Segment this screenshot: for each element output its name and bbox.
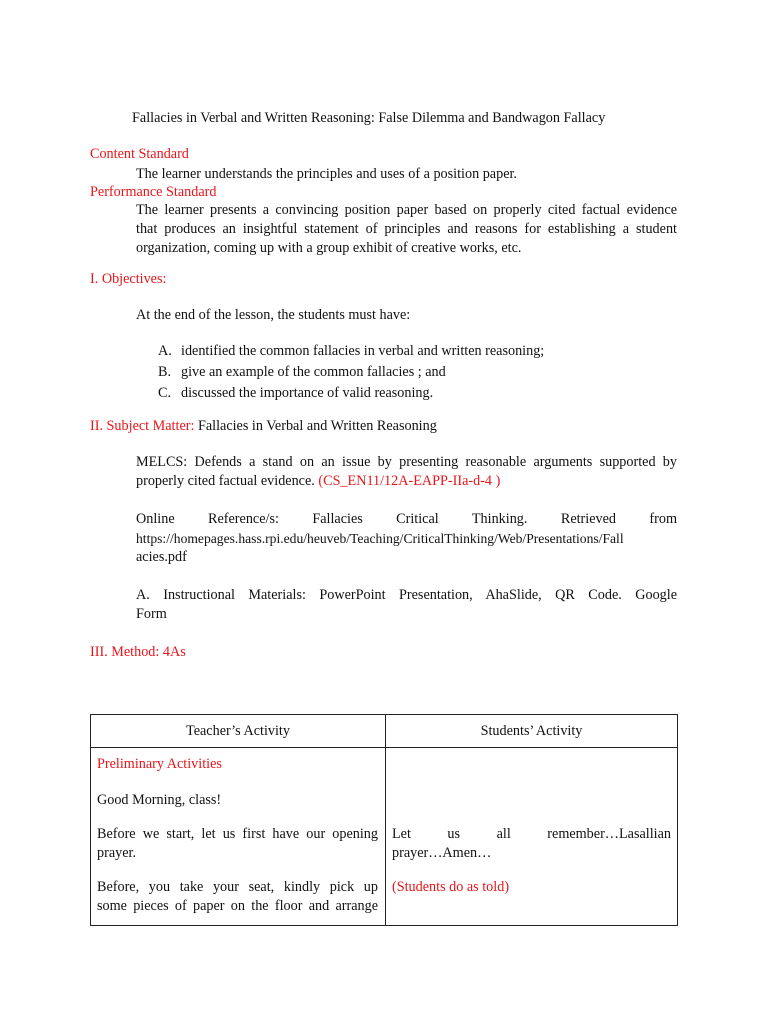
reference-url-line: acies.pdf bbox=[136, 549, 187, 565]
teacher-seat-line: some pieces of paper on the floor and arrange bbox=[97, 898, 378, 914]
reference-line: Online Reference/s: Fallacies Critical Thinking. Retrieved from bbox=[136, 511, 677, 527]
objective-marker: B. bbox=[158, 364, 172, 380]
materials-paragraph bbox=[136, 586, 677, 624]
teacher-prayer-line: Before we start, let us first have our opening bbox=[97, 826, 378, 842]
subject-matter bbox=[90, 417, 437, 435]
teacher-seat-line: Before, you take your seat, kindly pick up bbox=[97, 879, 378, 895]
table-row bbox=[91, 748, 678, 926]
objective-text: give an example of the common fallacies ; and bbox=[181, 364, 446, 380]
performance-standard-line: that produces an insightful statement of principles and reasons for establishing a student bbox=[136, 221, 677, 237]
teacher-greeting: Good Morning, class! bbox=[97, 792, 222, 808]
subject-matter-text: Fallacies in Verbal and Written Reasoning bbox=[197, 418, 437, 434]
page-title: Fallacies in Verbal and Written Reasoning: False Dilemma and Bandwagon Fallacy bbox=[132, 110, 606, 126]
melcs-code: (CS_EN11/12A-EAPP-IIa-d-4 ) bbox=[318, 473, 501, 489]
performance-standard-line: organization, coming up with a group exhibit of creative works, etc. bbox=[136, 240, 522, 256]
melcs-paragraph bbox=[136, 453, 677, 491]
subject-matter-label: II. Subject Matter: bbox=[90, 418, 195, 434]
objectives-intro: At the end of the lesson, the students must have: bbox=[136, 307, 411, 323]
students-prayer-text bbox=[392, 825, 671, 863]
table-header-row bbox=[91, 715, 678, 748]
students-told-text: (Students do as told) bbox=[392, 879, 510, 895]
students-activity-cell bbox=[386, 748, 678, 926]
objectives-heading: I. Objectives: bbox=[90, 271, 167, 287]
performance-standard-line: The learner presents a convincing position paper based on properly cited factual evidence bbox=[136, 202, 677, 218]
teacher-activity-header: Teacher’s Activity bbox=[91, 715, 386, 748]
melcs-line: MELCS: Defends a stand on an issue by presenting reasonable arguments supported by bbox=[136, 454, 677, 470]
teacher-prayer-text bbox=[97, 825, 378, 863]
method-heading: III. Method: 4As bbox=[90, 644, 186, 660]
reference-url-line: https://homepages.hass.rpi.edu/heuveb/Teaching/CriticalThinking/Web/Presentations/Fall bbox=[136, 531, 624, 546]
teacher-activity-cell bbox=[91, 748, 386, 926]
activity-table bbox=[90, 714, 678, 926]
preliminary-activities-label: Preliminary Activities bbox=[97, 756, 222, 772]
objective-marker: A. bbox=[158, 343, 172, 359]
teacher-seat-text bbox=[97, 878, 378, 916]
materials-line: A. Instructional Materials: PowerPoint Presentation, AhaSlide, QR Code. Google bbox=[136, 587, 677, 603]
objective-text: identified the common fallacies in verbal and written reasoning; bbox=[181, 343, 545, 359]
content-standard-label: Content Standard bbox=[90, 146, 189, 162]
performance-standard-label: Performance Standard bbox=[90, 184, 217, 200]
teacher-prayer-line: prayer. bbox=[97, 845, 136, 861]
performance-standard-text bbox=[136, 201, 677, 258]
students-prayer-line: prayer…Amen… bbox=[392, 845, 492, 861]
students-prayer-line: Let us all remember…Lasallian bbox=[392, 826, 671, 842]
objective-marker: C. bbox=[158, 385, 172, 401]
melcs-text: properly cited factual evidence. bbox=[136, 473, 315, 489]
reference-paragraph bbox=[136, 510, 677, 567]
melcs-line bbox=[136, 472, 677, 491]
students-activity-header: Students’ Activity bbox=[386, 715, 678, 748]
content-standard-text: The learner understands the principles and uses of a position paper. bbox=[136, 166, 517, 182]
objective-text: discussed the importance of valid reasoning. bbox=[181, 385, 434, 401]
materials-line: Form bbox=[136, 606, 167, 622]
